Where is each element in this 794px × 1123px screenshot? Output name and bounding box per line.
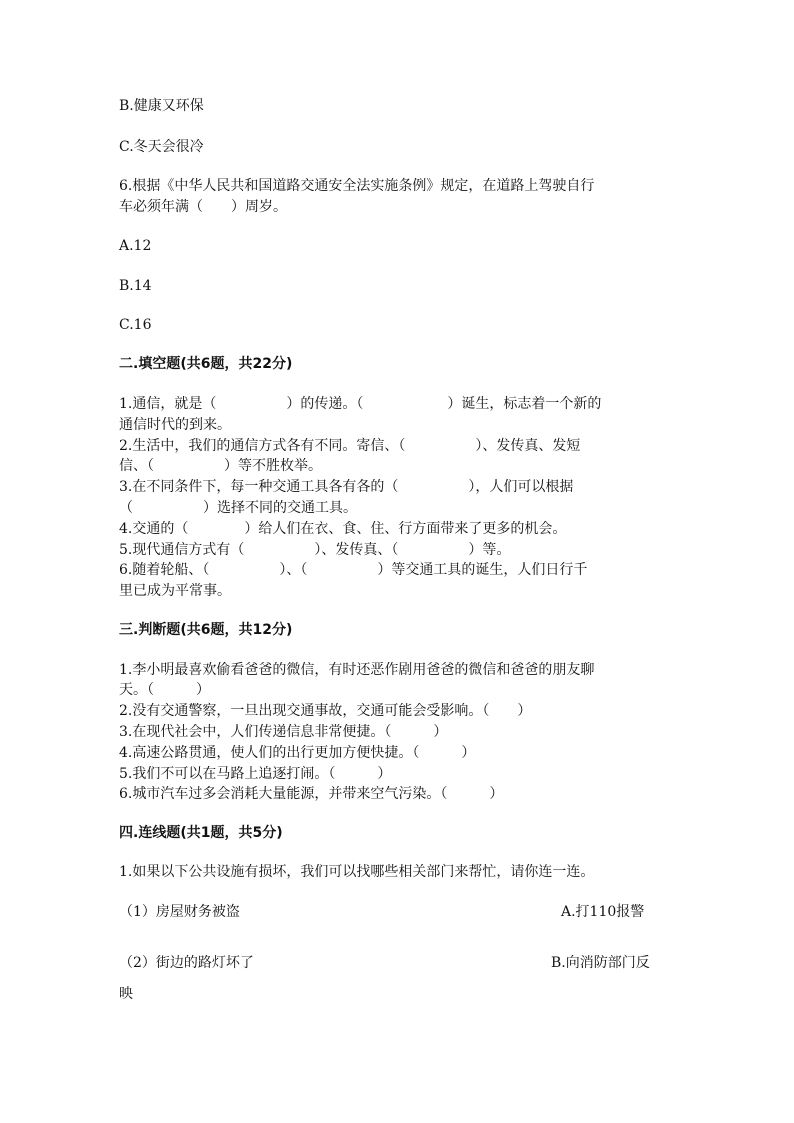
q6-option-b: B.14 — [119, 278, 152, 294]
judge-q6: 6.城市汽车过多会消耗大量能源，并带来空气污染。（ ） — [119, 786, 504, 802]
match-right-2-wrap: 映 — [119, 986, 133, 1002]
fill-q3-line1: 3.在不同条件下，每一种交通工具各有各的（ ），人们可以根据 — [119, 479, 574, 495]
match-right-2: B.向消防部门反 — [551, 955, 650, 971]
q6-option-c: C.16 — [119, 317, 152, 333]
fill-q5: 5.现代通信方式有（ ）、发传真、（ ）等。 — [119, 542, 511, 558]
judge-q1-line1: 1.李小明最喜欢偷看爸爸的微信，有时还恶作剧用爸爸的微信和爸爸的朋友聊 — [119, 662, 595, 678]
judge-q1-line2: 天。（ ） — [119, 682, 210, 698]
fill-q6-line2: 里已成为平常事。 — [119, 583, 231, 599]
fill-q1-line2: 通信时代的到来。 — [119, 417, 231, 433]
fill-q6-line1: 6.随着轮船、（ ）、（ ）等交通工具的诞生，人们日行千 — [119, 562, 588, 578]
fill-q4: 4.交通的（ ）给人们在衣、食、住、行方面带来了更多的机会。 — [119, 521, 567, 537]
option-c: C.冬天会很冷 — [119, 139, 204, 155]
fill-q2-line2: 信、（ ）等不胜枚举。 — [119, 458, 322, 474]
judge-q5: 5.我们不可以在马路上追逐打闹。（ ） — [119, 766, 392, 782]
question-6-line2: 车必须年满（ ）周岁。 — [119, 199, 287, 215]
judge-q3: 3.在现代社会中，人们传递信息非常便捷。（ ） — [119, 724, 448, 740]
judge-q4: 4.高速公路贯通，使人们的出行更加方便快捷。（ ） — [119, 745, 476, 761]
match-left-2: （2）街边的路灯坏了 — [119, 955, 254, 971]
section-2-heading: 二.填空题(共6题，共22分) — [119, 356, 293, 372]
q6-option-a: A.12 — [119, 238, 152, 254]
match-q1: 1.如果以下公共设施有损坏，我们可以找哪些相关部门来帮忙，请你连一连。 — [119, 864, 595, 880]
section-3-heading: 三.判断题(共6题，共12分) — [119, 622, 293, 638]
match-right-1: A.打110报警 — [561, 904, 645, 920]
option-b: B.健康又环保 — [119, 98, 204, 114]
section-4-heading: 四.连线题(共1题，共5分) — [119, 825, 283, 841]
fill-q1-line1: 1.通信，就是（ ）的传递。（ ）诞生，标志着一个新的 — [119, 396, 602, 412]
question-6-line1: 6.根据《中华人民共和国道路交通安全法实施条例》规定，在道路上驾驶自行 — [119, 178, 595, 194]
match-left-1: （1）房屋财务被盗 — [119, 904, 240, 920]
fill-q2-line1: 2.生活中，我们的通信方式各有不同。寄信、（ ）、发传真、发短 — [119, 438, 581, 454]
fill-q3-line2: （ ）选择不同的交通工具。 — [119, 500, 357, 516]
judge-q2: 2.没有交通警察，一旦出现交通事故，交通可能会受影响。（ ） — [119, 703, 532, 719]
